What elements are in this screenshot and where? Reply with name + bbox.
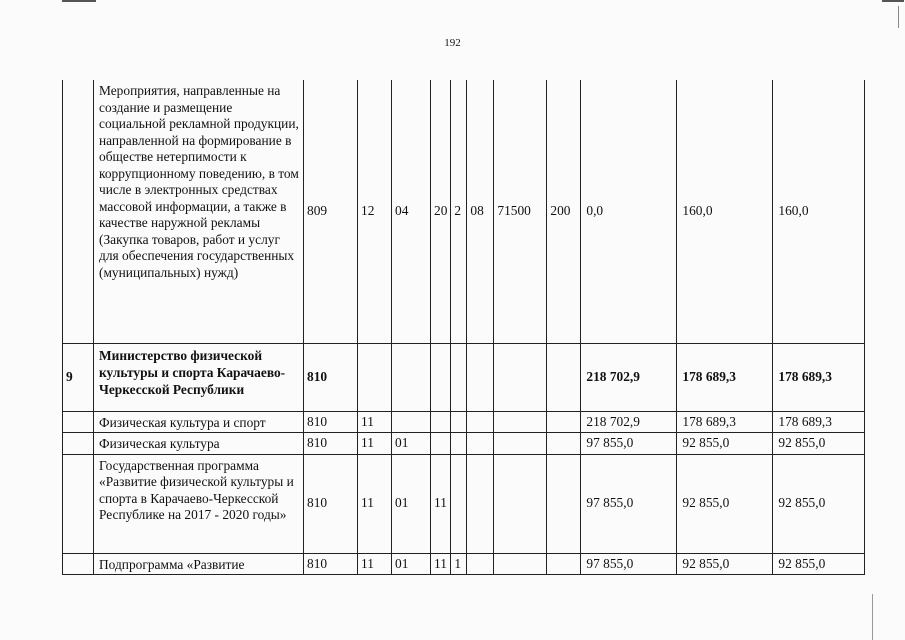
expense-type-code xyxy=(547,411,581,433)
sum-2018: 0,0 xyxy=(581,80,677,343)
ministry-code: 810 xyxy=(304,454,358,553)
sum-2020: 178 689,3 xyxy=(773,343,865,411)
subprogram-code: 1 xyxy=(451,553,467,575)
subprogram-code xyxy=(451,433,467,455)
subprogram-code xyxy=(451,454,467,553)
program-code: 11 xyxy=(431,553,451,575)
ministry-code: 810 xyxy=(304,343,358,411)
program-code xyxy=(431,411,451,433)
event-code xyxy=(467,343,494,411)
direction-code: 71500 xyxy=(494,80,547,343)
event-code xyxy=(467,553,494,575)
direction-code xyxy=(494,553,547,575)
section-code: 11 xyxy=(358,411,392,433)
sum-2018: 97 855,0 xyxy=(581,454,677,553)
sum-2019: 160,0 xyxy=(677,80,773,343)
scan-artifact xyxy=(62,0,96,2)
table-row xyxy=(63,411,865,433)
ministry-code: 810 xyxy=(304,553,358,575)
program-code: 20 xyxy=(431,80,451,343)
section-code: 11 xyxy=(358,433,392,455)
sum-2018: 218 702,9 xyxy=(581,343,677,411)
direction-code xyxy=(494,411,547,433)
subprogram-code xyxy=(451,343,467,411)
sum-2019: 178 689,3 xyxy=(677,411,773,433)
subsection-code: 01 xyxy=(392,454,431,553)
expense-type-code xyxy=(547,553,581,575)
section-code: 12 xyxy=(358,80,392,343)
row-number xyxy=(63,411,94,433)
program-code xyxy=(431,343,451,411)
scan-artifact xyxy=(898,6,899,28)
subsection-code: 01 xyxy=(392,433,431,455)
section-code: 11 xyxy=(358,553,392,575)
row-number: 9 xyxy=(63,343,94,411)
direction-code xyxy=(494,343,547,411)
table-row xyxy=(63,454,865,553)
budget-table xyxy=(62,80,865,575)
row-number xyxy=(63,454,94,553)
ministry-code: 809 xyxy=(304,80,358,343)
sum-2019: 178 689,3 xyxy=(677,343,773,411)
direction-code xyxy=(494,454,547,553)
sum-2020: 92 855,0 xyxy=(773,454,865,553)
event-code xyxy=(467,411,494,433)
row-name: Мероприятия, направленные на создание и размещение социальной рекламной продукции, направленной на формирование в обществе нетерпимости к коррупционному поведению, в том числе в электронных средствах массовой информации, а также в качестве наружной рекламы (Закупка товаров, работ и услуг для обеспечения государственных (муниципальных) нужд) xyxy=(94,80,304,343)
row-name: Министерство физической культуры и спорта Карачаево-Черкесской Республики xyxy=(94,343,304,411)
section-code xyxy=(358,343,392,411)
sum-2018: 218 702,9 xyxy=(581,411,677,433)
row-name: Подпрограмма «Развитие xyxy=(94,553,304,575)
page-number: 192 xyxy=(444,37,461,49)
program-code: 11 xyxy=(431,454,451,553)
sum-2018: 97 855,0 xyxy=(581,553,677,575)
table-row xyxy=(63,343,865,411)
expense-type-code xyxy=(547,343,581,411)
table-row xyxy=(63,433,865,455)
ministry-code: 810 xyxy=(304,433,358,455)
row-name: Государственная программа «Развитие физической культуры и спорта в Карачаево-Черкесской Республике на 2017 - 2020 годы» xyxy=(94,454,304,553)
sum-2019: 92 855,0 xyxy=(677,454,773,553)
row-number xyxy=(63,553,94,575)
event-code xyxy=(467,454,494,553)
ministry-code: 810 xyxy=(304,411,358,433)
subsection-code: 04 xyxy=(392,80,431,343)
expense-type-code xyxy=(547,433,581,455)
subsection-code: 01 xyxy=(392,553,431,575)
table-row xyxy=(63,80,865,343)
section-code: 11 xyxy=(358,454,392,553)
scan-artifact xyxy=(882,0,904,2)
subsection-code xyxy=(392,343,431,411)
subsection-code xyxy=(392,411,431,433)
expense-type-code xyxy=(547,454,581,553)
expense-type-code: 200 xyxy=(547,80,581,343)
event-code xyxy=(467,433,494,455)
sum-2020: 92 855,0 xyxy=(773,433,865,455)
event-code: 08 xyxy=(467,80,494,343)
sum-2020: 92 855,0 xyxy=(773,553,865,575)
sum-2019: 92 855,0 xyxy=(677,433,773,455)
sum-2019: 92 855,0 xyxy=(677,553,773,575)
sum-2020: 178 689,3 xyxy=(773,411,865,433)
subprogram-code xyxy=(451,411,467,433)
row-number xyxy=(63,433,94,455)
sum-2018: 97 855,0 xyxy=(581,433,677,455)
table-row xyxy=(63,553,865,575)
row-number xyxy=(63,80,94,343)
direction-code xyxy=(494,433,547,455)
row-name: Физическая культура xyxy=(94,433,304,455)
program-code xyxy=(431,433,451,455)
subprogram-code: 2 xyxy=(451,80,467,343)
sum-2020: 160,0 xyxy=(773,80,865,343)
scan-artifact xyxy=(872,594,873,640)
row-name: Физическая культура и спорт xyxy=(94,411,304,433)
